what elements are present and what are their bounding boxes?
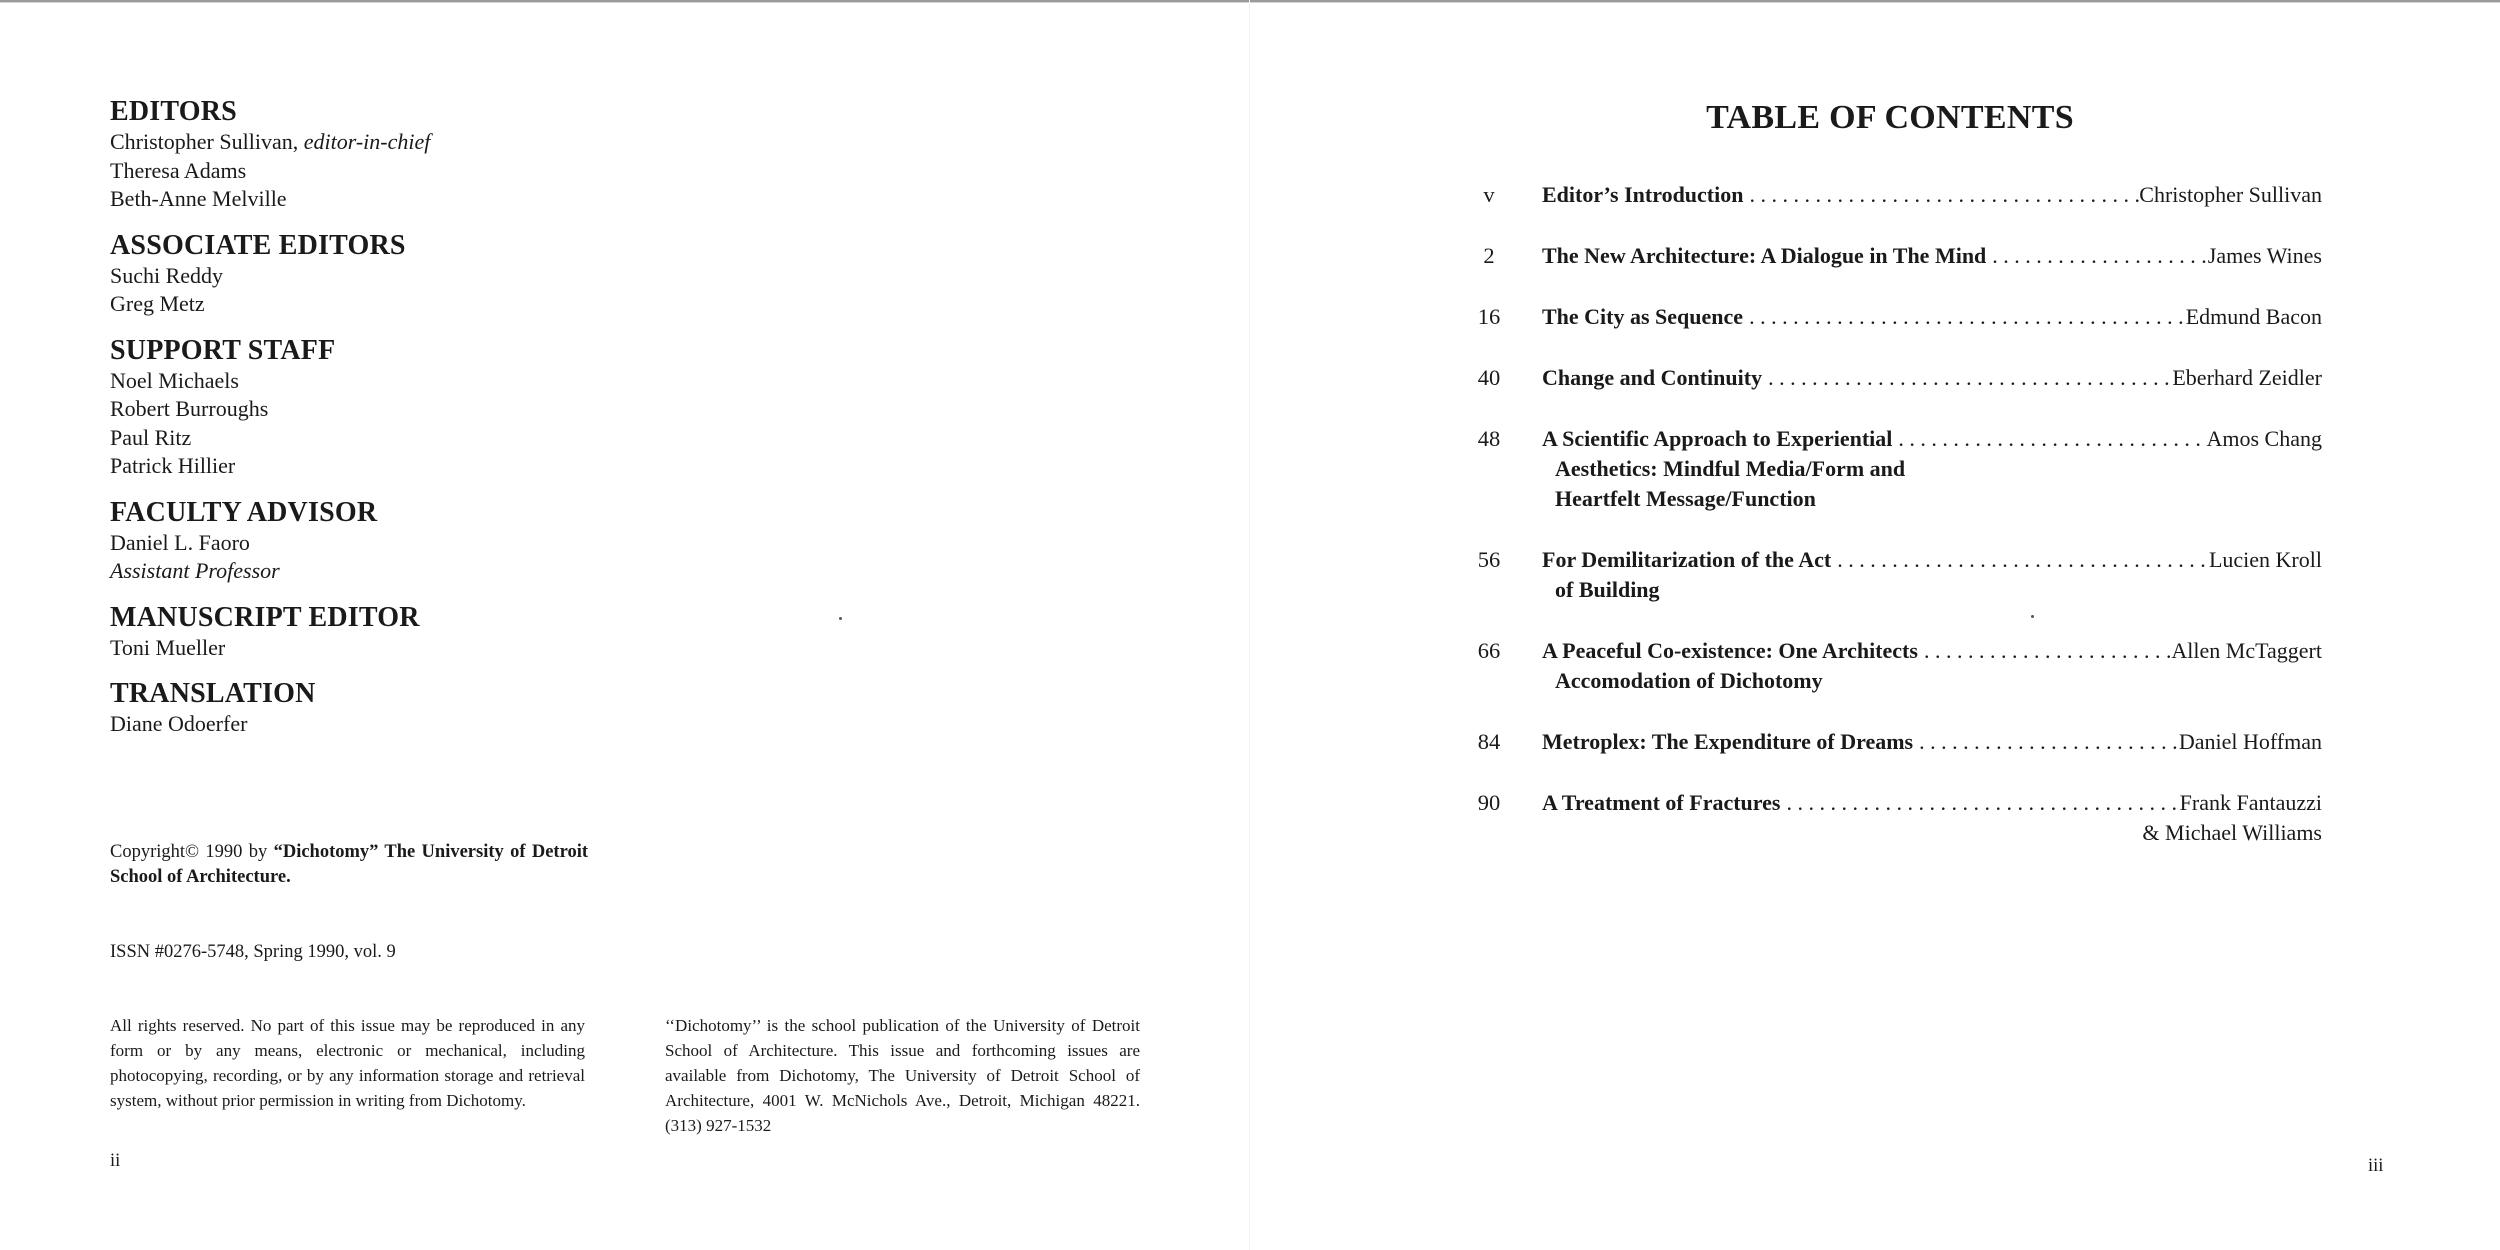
masthead-heading: MANUSCRIPT EDITOR bbox=[110, 601, 420, 633]
rights-reserved-notice: All rights reserved. No part of this issue may be reproduced in any form or by any means, electronic or mechanical, including photocopying, recording, or by any information storage and retrieval system, without prior permission in writing from Dichotomy. bbox=[110, 1016, 585, 1110]
copyright-prefix: Copyright© 1990 by bbox=[110, 842, 274, 862]
dot-leader bbox=[1743, 180, 2139, 210]
masthead-section bbox=[110, 230, 630, 319]
toc-article-title: A Scientific Approach to Experiential bbox=[1542, 426, 1893, 451]
staff-name: Theresa Adams bbox=[110, 157, 247, 183]
toc-entry-row bbox=[1460, 727, 2322, 757]
toc-author-continuation: & Michael Williams bbox=[2142, 820, 2322, 845]
toc-entry-row bbox=[1460, 241, 2322, 271]
staff-role: editor-in-chief bbox=[303, 129, 431, 154]
toc-title-continuation: Heartfelt Message/Function bbox=[1555, 486, 1816, 511]
toc-article-title: Metroplex: The Expenditure of Dreams bbox=[1542, 729, 1914, 754]
toc-article-title: For Demilitarization of the Act bbox=[1542, 547, 1832, 572]
toc-entry bbox=[1460, 636, 2322, 696]
masthead-section bbox=[110, 497, 630, 586]
staff-name: Greg Metz bbox=[110, 291, 205, 316]
masthead-section bbox=[110, 96, 630, 214]
toc-entry-row bbox=[1460, 302, 2322, 332]
toc-page-number: 66 bbox=[1477, 638, 1501, 663]
dot-leader bbox=[1762, 363, 2172, 393]
toc-article-title: The City as Sequence bbox=[1542, 304, 1744, 329]
toc-title-continuation: of Building bbox=[1555, 577, 1660, 602]
toc-entry-row bbox=[1460, 788, 2322, 818]
masthead-name-line bbox=[110, 290, 630, 319]
masthead-name-line bbox=[110, 367, 630, 396]
toc-entry bbox=[1460, 424, 2322, 514]
toc-entry bbox=[1460, 788, 2322, 848]
masthead-heading: SUPPORT STAFF bbox=[110, 334, 336, 366]
masthead-name-line bbox=[110, 634, 630, 663]
toc-page-number: 84 bbox=[1477, 729, 1501, 754]
toc-page-number: 90 bbox=[1477, 790, 1501, 815]
toc-entry bbox=[1460, 180, 2322, 210]
toc-title-continuation: Aesthetics: Mindful Media/Form and bbox=[1555, 456, 1906, 481]
toc-entry-row bbox=[1460, 636, 2322, 666]
toc-author: James Wines bbox=[2207, 243, 2322, 268]
toc-author: Amos Chang bbox=[2206, 426, 2322, 451]
toc-author: Daniel Hoffman bbox=[2178, 729, 2322, 754]
toc-page-number: v bbox=[1483, 182, 1495, 207]
masthead-name-line bbox=[110, 424, 630, 453]
staff-name: Beth-Anne Melville bbox=[110, 186, 287, 211]
toc-list bbox=[1460, 180, 2322, 879]
toc-author: Allen McTaggert bbox=[2171, 638, 2322, 663]
staff-name: Diane Odoerfer bbox=[110, 711, 248, 736]
staff-name: Toni Mueller bbox=[110, 634, 226, 660]
toc-author: Frank Fantauzzi bbox=[2179, 790, 2322, 815]
toc-author: Lucien Kroll bbox=[2208, 547, 2322, 572]
toc-entry bbox=[1460, 302, 2322, 332]
staff-name: Noel Michaels bbox=[110, 367, 239, 393]
masthead-name-line bbox=[110, 529, 630, 558]
toc-entry bbox=[1460, 727, 2322, 757]
toc-entry-row bbox=[1460, 424, 2322, 454]
toc-page-number: 48 bbox=[1477, 426, 1501, 451]
toc-entry bbox=[1460, 241, 2322, 271]
masthead-name-line bbox=[110, 452, 630, 481]
dot-leader bbox=[1743, 302, 2186, 332]
toc-author: Christopher Sullivan bbox=[2139, 182, 2322, 207]
masthead-heading: EDITORS bbox=[110, 96, 237, 127]
toc-title-continuation: Accomodation of Dichotomy bbox=[1555, 668, 1823, 693]
masthead-name-line bbox=[110, 185, 630, 214]
toc-page-number: 2 bbox=[1483, 243, 1495, 268]
copyright-holder: “Dichotomy” The University of Detroit School of Architecture. bbox=[110, 842, 588, 887]
page-number-right: iii bbox=[2368, 1156, 2384, 1176]
toc-article-title: A Peaceful Co-existence: One Architects bbox=[1542, 638, 1918, 663]
dot-leader bbox=[1986, 241, 2208, 271]
toc-article-title: The New Architecture: A Dialogue in The Mind bbox=[1542, 243, 1987, 268]
print-speck bbox=[2031, 615, 2034, 618]
toc-entry-row bbox=[1460, 363, 2322, 393]
masthead-name-line bbox=[110, 395, 630, 424]
staff-name: Daniel L. Faoro bbox=[110, 529, 250, 555]
page-spine bbox=[1249, 0, 1250, 1250]
toc-article-title: Editor’s Introduction bbox=[1542, 182, 1744, 207]
page-number-left: ii bbox=[110, 1151, 121, 1171]
toc-entry bbox=[1460, 545, 2322, 605]
dot-leader bbox=[1918, 636, 2171, 666]
staff-name: Patrick Hillier bbox=[110, 453, 236, 478]
masthead-section bbox=[110, 678, 630, 739]
toc-author: Eberhard Zeidler bbox=[2172, 365, 2322, 390]
dot-leader bbox=[1892, 424, 2206, 454]
dot-leader bbox=[1780, 788, 2179, 818]
masthead-heading: FACULTY ADVISOR bbox=[110, 496, 378, 528]
masthead-name-line bbox=[110, 557, 630, 586]
toc-title: TABLE OF CONTENTS bbox=[1706, 99, 2074, 136]
toc-article-title: Change and Continuity bbox=[1542, 365, 1763, 390]
staff-name: Suchi Reddy bbox=[110, 262, 224, 288]
masthead-section bbox=[110, 335, 630, 481]
masthead-name-line bbox=[110, 262, 630, 291]
dot-leader bbox=[1831, 545, 2209, 575]
staff-name: Christopher Sullivan, bbox=[110, 129, 304, 154]
publication-info: ‘‘Dichotomy’’ is the school publication of the University of Detroit School of Architecture. This issue and forthcoming issues are available from Dichotomy, The University of Detroit School of Architecture, 4001 W. McNichols Ave., Detroit, Michigan 48221. (313) 927-1532 bbox=[665, 1016, 1140, 1135]
staff-role: Assistant Professor bbox=[110, 558, 280, 583]
masthead-heading: ASSOCIATE EDITORS bbox=[110, 229, 406, 261]
toc-entry-row bbox=[1460, 545, 2322, 575]
issn-line: ISSN #0276-5748, Spring 1990, vol. 9 bbox=[110, 942, 396, 962]
masthead bbox=[110, 96, 630, 755]
toc-author: Edmund Bacon bbox=[2185, 304, 2322, 329]
print-speck bbox=[839, 617, 842, 620]
staff-name: Paul Ritz bbox=[110, 424, 192, 450]
toc-page-number: 56 bbox=[1477, 547, 1501, 572]
toc-page-number: 40 bbox=[1477, 365, 1501, 390]
toc-page-number: 16 bbox=[1477, 304, 1501, 329]
masthead-name-line bbox=[110, 128, 630, 157]
copyright-notice bbox=[110, 840, 588, 890]
staff-name: Robert Burroughs bbox=[110, 396, 269, 421]
masthead-name-line bbox=[110, 157, 630, 186]
dot-leader bbox=[1913, 727, 2179, 757]
masthead-heading: TRANSLATION bbox=[110, 678, 316, 709]
masthead-section bbox=[110, 602, 630, 663]
toc-entry-row bbox=[1460, 180, 2322, 210]
masthead-name-line bbox=[110, 710, 630, 739]
top-edge-shadow bbox=[0, 2, 2500, 3]
toc-entry bbox=[1460, 363, 2322, 393]
toc-article-title: A Treatment of Fractures bbox=[1542, 790, 1781, 815]
